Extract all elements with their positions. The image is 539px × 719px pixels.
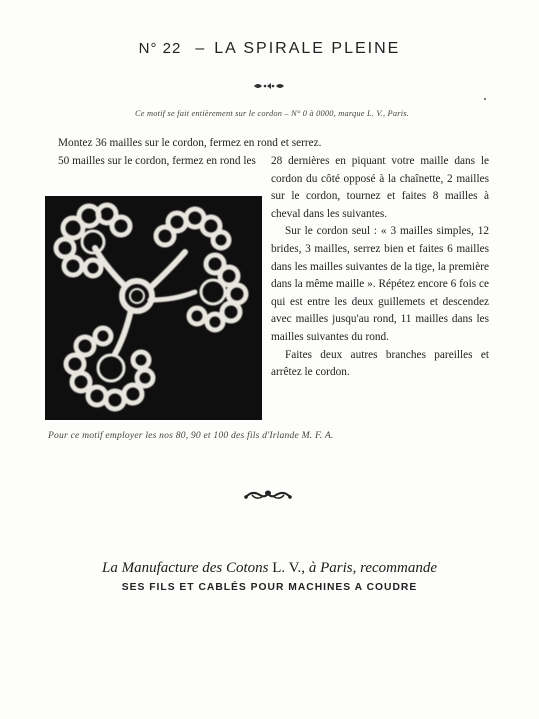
instruction-line-2: 50 mailles sur le cordon, fermez en rond les (58, 155, 256, 167)
small-fleuron-icon (252, 78, 286, 96)
scroll-fleuron-icon (242, 488, 294, 507)
speck (484, 98, 486, 100)
manufacturer-brand: L. V., (272, 560, 306, 576)
instruction-paragraph-3: Faites deux autres branches pareilles et arrêtez le cordon. (271, 348, 489, 379)
cord-note: Ce motif se fait entièrement sur le cordon – N° 0 à 0000, marque L. V., Paris. (135, 109, 409, 118)
instruction-paragraph-2: Sur le cordon seul : « 3 mailles simples, 12 brides, 3 mailles, serrez bien et faites 6 mailles dans les mailles suivantes de la tige, la première dans la même maille ». Répétez encore 6 fois ce qui est entre les deux guillemets et descendez avec mailles jusqu'au rond, 11 mailles dans les mailles suivantes du rond. (271, 225, 489, 343)
manufacturer-line (0, 560, 539, 577)
manufacturer-place: à Paris, (308, 560, 357, 576)
products-line: SES FILS ET CABLÉS POUR MACHINES A COUDRE (121, 582, 418, 593)
pattern-name: LA SPIRALE PLEINE (214, 40, 401, 57)
instruction-paragraph-1: 28 dernières en piquant votre maille dans le cordon du côté opposé à la chaînette, 2 mailles sur le cordon, tournez et faites 8 mailles à cheval dans les suivantes. (271, 155, 489, 220)
manufacturer-intro: La Manufacture des Cotons (101, 560, 269, 576)
instruction-column (271, 153, 489, 382)
pattern-number: N° 22 (138, 40, 182, 57)
title-dash: – (195, 40, 207, 57)
manufacturer-verb: recommande (360, 560, 437, 576)
instruction-line-1: Montez 36 mailles sur le cordon, fermez en rond et serrez. (58, 137, 322, 149)
lace-spiral-motif-photo (45, 196, 262, 420)
thread-recommendation-note: Pour ce motif employer les nos 80, 90 et 100 des fils d'Irlande M. F. A. (48, 430, 334, 441)
page-title (0, 40, 539, 58)
